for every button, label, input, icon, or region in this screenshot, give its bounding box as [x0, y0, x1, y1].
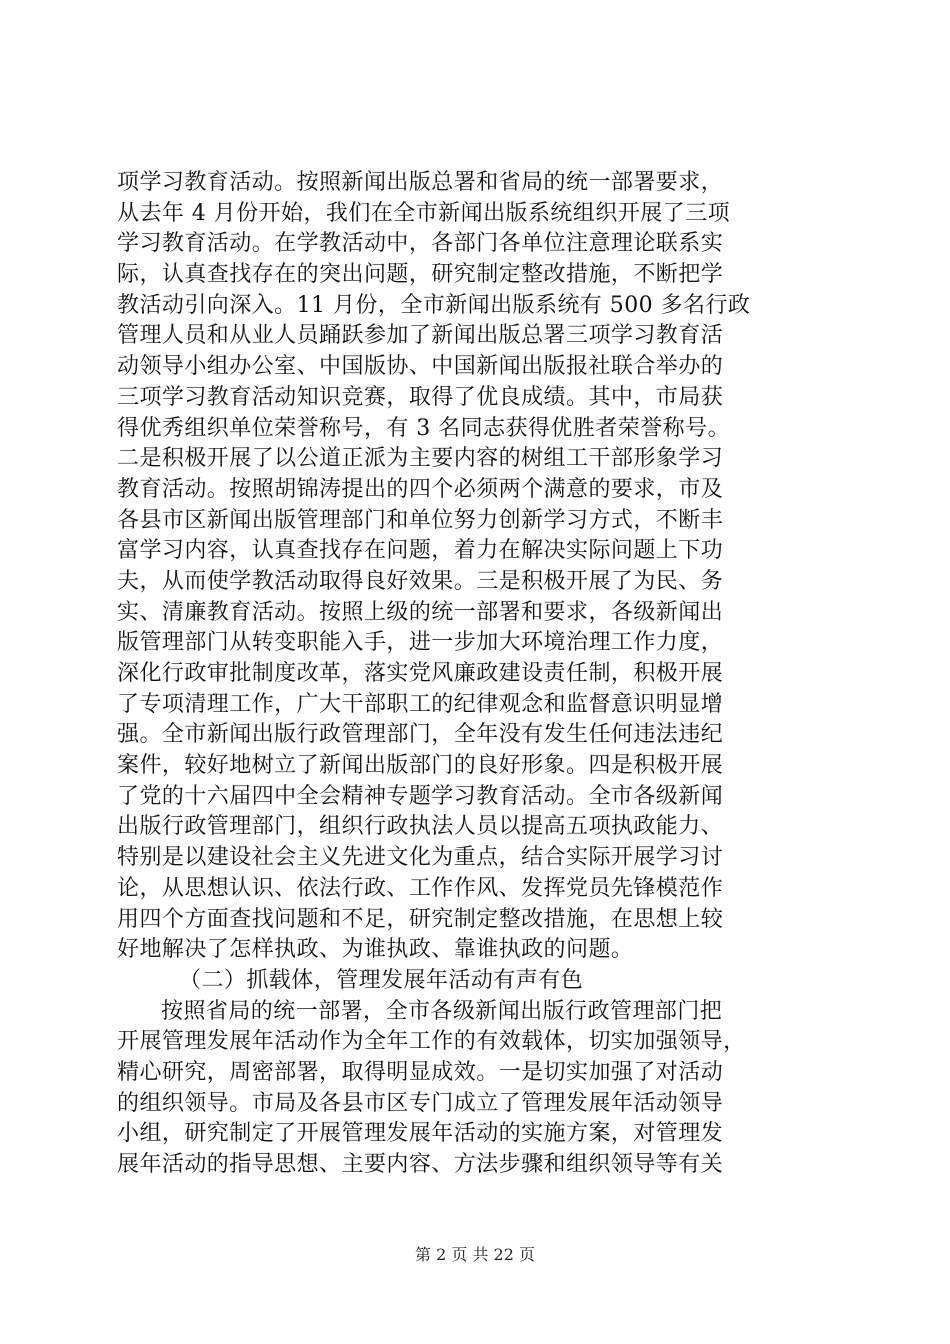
paragraph-1-line: 二是积极开展了以公道正派为主要内容的树组工干部形象学习	[117, 446, 724, 472]
paragraph-1-line: 各县市区新闻出版管理部门和单位努力创新学习方式，不断丰	[117, 507, 724, 533]
paragraph-2-line: 按照省局的统一部署，全市各级新闻出版行政管理部门把	[161, 998, 723, 1024]
paragraph-1-line: 好地解决了怎样执政、为谁执政、靠谁执政的问题。	[117, 937, 634, 963]
paragraph-1-line: 版管理部门从转变职能入手，进一步加大环境治理工作力度，	[117, 630, 724, 656]
paragraph-2-line: 精心研究，周密部署，取得明显成效。一是切实加强了对活动	[117, 1059, 724, 1085]
paragraph-2-line: 开展管理发展年活动作为全年工作的有效载体，切实加强领导，	[117, 1029, 746, 1055]
paragraph-1-line: 学习教育活动。在学教活动中，各部门各单位注意理论联系实	[117, 231, 724, 257]
paragraph-1-line: 了党的十六届四中全会精神专题学习教育活动。全市各级新闻	[117, 783, 724, 809]
paragraph-1-line: 特别是以建设社会主义先进文化为重点，结合实际开展学习讨	[117, 845, 724, 871]
paragraph-1-line: 教育活动。按照胡锦涛提出的四个必须两个满意的要求，市及	[117, 476, 724, 502]
document-body	[117, 168, 837, 1181]
paragraph-1-line: 管理人员和从业人员踊跃参加了新闻出版总署三项学习教育活	[117, 323, 724, 349]
paragraph-2-line: 展年活动的指导思想、主要内容、方法步骤和组织领导等有关	[117, 1152, 724, 1177]
paragraph-1-line: 夫，从而使学教活动取得良好效果。三是积极开展了为民、务	[117, 568, 724, 594]
paragraph-1-line: 从去年 4 月份开始，我们在全市新闻出版系统组织开展了三项	[117, 200, 731, 226]
paragraph-1-line: 富学习内容，认真查找存在问题，着力在解决实际问题上下功	[117, 538, 724, 564]
paragraph-1-line: 论，从思想认识、依法行政、工作作风、发挥党员先锋模范作	[117, 875, 724, 901]
paragraph-1-line: 际，认真查找存在的突出问题，研究制定整改措施，不断把学	[117, 262, 724, 288]
page-number-footer: 第 2 页 共 22 页	[415, 1245, 535, 1264]
section-heading: （二）抓载体，管理发展年活动有声有色	[179, 967, 584, 993]
paragraph-1-line: 实、清廉教育活动。按照上级的统一部署和要求，各级新闻出	[117, 599, 724, 625]
paragraph-1-line: 用四个方面查找问题和不足，研究制定整改措施，在思想上较	[117, 906, 724, 932]
paragraph-1-line: 强。全市新闻出版行政管理部门，全年没有发生任何违法违纪	[117, 722, 724, 748]
paragraph-1-line: 了专项清理工作，广大干部职工的纪律观念和监督意识明显增	[117, 691, 724, 717]
paragraph-1-line: 案件，较好地树立了新闻出版部门的良好形象。四是积极开展	[117, 753, 724, 779]
paragraph-1-line: 深化行政审批制度改革，落实党风廉政建设责任制，积极开展	[117, 661, 724, 686]
paragraph-1-line: 动领导小组办公室、中国版协、中国新闻出版报社联合举办的	[117, 354, 724, 380]
paragraph-2-line: 的组织领导。市局及各县市区专门成立了管理发展年活动领导	[117, 1090, 724, 1116]
paragraph-1-line: 出版行政管理部门，组织行政执法人员以提高五项执政能力、	[117, 814, 724, 840]
paragraph-1-line: 教活动引向深入。11 月份，全市新闻出版系统有 500 多名行政	[117, 292, 751, 318]
paragraph-1-line: 三项学习教育活动知识竞赛，取得了优良成绩。其中，市局获	[117, 384, 724, 410]
paragraph-2-line: 小组，研究制定了开展管理发展年活动的实施方案，对管理发	[117, 1121, 724, 1147]
paragraph-1-line: 得优秀组织单位荣誉称号，有 3 名同志获得优胜者荣誉称号。	[117, 415, 731, 441]
paragraph-1-line: 项学习教育活动。按照新闻出版总署和省局的统一部署要求，	[117, 170, 724, 195]
